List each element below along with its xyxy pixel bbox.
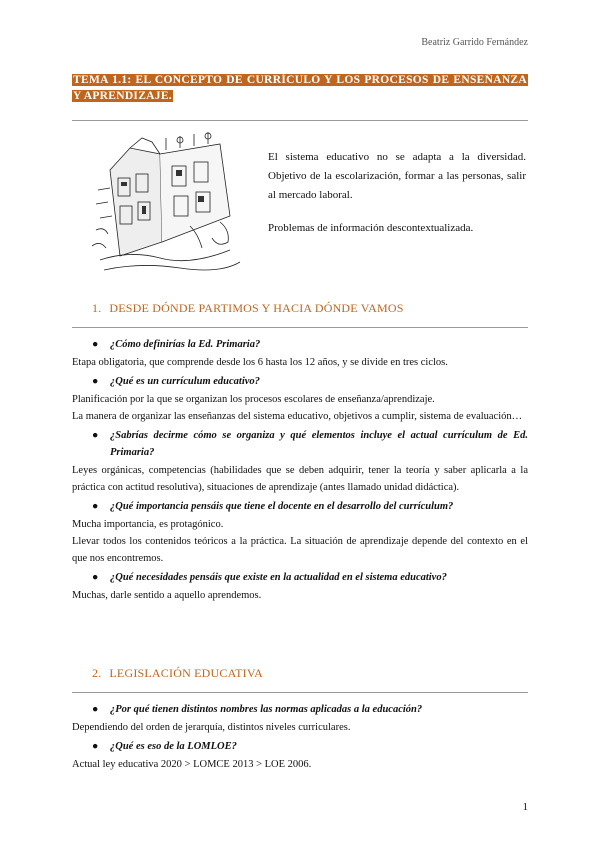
bullet-icon: ●: [92, 376, 99, 387]
answer-text: Etapa obligatoria, que comprende desde los 6 hasta los 12 años, y se divide en tres ciclos.: [72, 357, 448, 368]
bullet-icon: ●: [92, 572, 99, 583]
question-text: ¿Cómo definirías la Ed. Primaria?: [110, 339, 261, 350]
school-building-sketch-icon: [90, 130, 250, 282]
answer-text: Actual ley educativa 2020 > LOMCE 2013 > LOE 2006.: [72, 759, 312, 770]
page-title-text: TEMA 1.1: EL CONCEPTO DE CURRÍCULO Y LOS PROCESOS DE ENSEÑANZA Y APRENDIZAJE.: [73, 74, 527, 102]
question-item: [72, 738, 528, 755]
bullet-icon: ●: [92, 430, 99, 441]
question-item: [72, 701, 528, 718]
section-number: 1.: [92, 301, 102, 315]
section-2-content: [72, 699, 528, 773]
question-item: [72, 569, 528, 586]
bullet-icon: ●: [92, 704, 99, 715]
section-title: DESDE DÓNDE PARTIMOS Y HACIA DÓNDE VAMOS: [109, 301, 404, 315]
intro-paragraph: Problemas de información descontextualizada.: [268, 222, 474, 234]
intro-paragraph: El sistema educativo no se adapta a la diversidad. Objetivo de la escolarización, formar a las personas, salir al mercado laboral.: [268, 151, 526, 201]
answer-text: Llevar todos los contenidos teóricos a la práctica. La situación de aprendizaje depende del contexto en el que nos encontremos.: [72, 536, 528, 564]
answer-text: Dependiendo del orden de jerarquía, distintos niveles curriculares.: [72, 722, 351, 733]
section-heading-2: [92, 666, 263, 681]
question-text: ¿Por qué tienen distintos nombres las normas aplicadas a la educación?: [110, 704, 423, 715]
question-text: ¿Qué necesidades pensáis que existe en la actualidad en el sistema educativo?: [110, 572, 447, 583]
school-illustration: [90, 130, 250, 282]
question-text: ¿Qué es un currículum educativo?: [110, 376, 260, 387]
question-text: ¿Qué es eso de la LOMLOE?: [110, 741, 237, 752]
title-divider: [72, 120, 528, 121]
answer-text: Leyes orgánicas, competencias (habilidades que se deben adquirir, tener la teoría y saber aplicarla a la práctica con actitud resolutiva), situaciones de aprendizaje (antes llamado unidad didáctica).: [72, 465, 528, 493]
section-title: LEGISLACIÓN EDUCATIVA: [109, 666, 264, 680]
answer-text: La manera de organizar las enseñanzas del sistema educativo, objetivos a cumplir, sistema de evaluación…: [72, 411, 523, 422]
question-item: [72, 498, 528, 515]
answer-text: Muchas, darle sentido a aquello aprendemos.: [72, 590, 262, 601]
question-item: [72, 427, 528, 461]
question-text: ¿Qué importancia pensáis que tiene el docente en el desarrollo del currículum?: [110, 501, 454, 512]
question-text: ¿Sabrías decirme cómo se organiza y qué elementos incluye el actual currículum de Ed. Primaria?: [110, 430, 528, 458]
section-number: 2.: [92, 666, 102, 680]
section-divider: [72, 327, 528, 328]
page-number: 1: [522, 801, 528, 813]
section-divider: [72, 692, 528, 693]
section-1-content: [72, 334, 528, 604]
section-heading-1: [92, 301, 404, 316]
bullet-icon: ●: [92, 501, 99, 512]
answer-text: Mucha importancia, es protagónico.: [72, 519, 224, 530]
bullet-icon: ●: [92, 741, 99, 752]
question-item: [72, 336, 528, 353]
author-header: Beatriz Garrido Fernández: [421, 37, 528, 48]
page-title: [72, 72, 528, 104]
question-item: [72, 373, 528, 390]
answer-text: Planificación por la que se organizan los procesos escolares de enseñanza/aprendizaje.: [72, 394, 435, 405]
intro-text: [268, 148, 526, 238]
bullet-icon: ●: [92, 339, 99, 350]
